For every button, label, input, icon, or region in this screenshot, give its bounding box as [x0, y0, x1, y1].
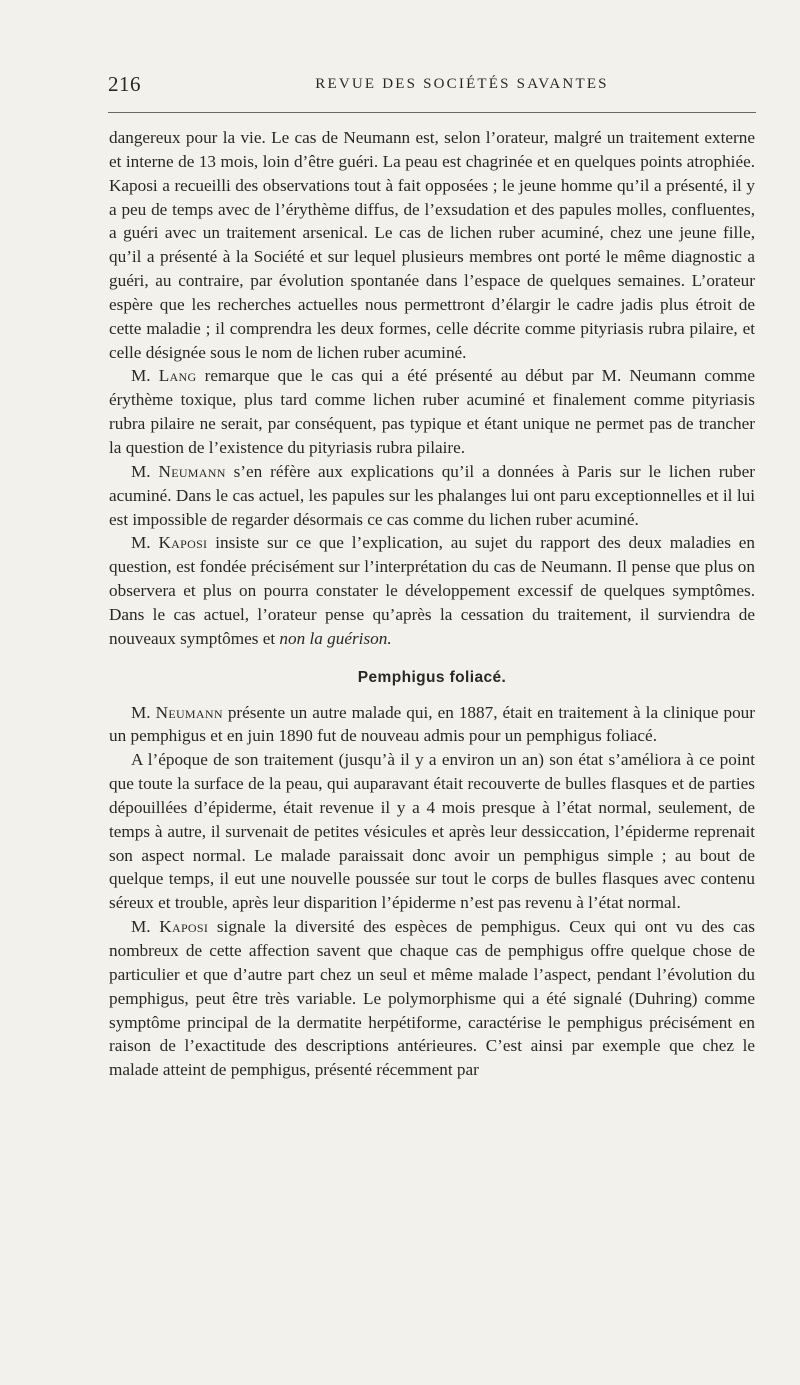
paragraph-1-text: dangereux pour la vie. Le cas de Neumann est, selon l’orateur, malgré un traitement externe et interne de 13 mois, loin d’être guéri. La peau est chagrinée et en quelques points atrophiée. Kaposi a recueilli des observations tout à fait opposées ; le jeune homme qu’il a présenté, il y a peu de temps avec de l’érythème diffus, de l’exsudation et des papules molles, confluentes, a guéri avec un traitement arsenical. Le cas de lichen ruber acuminé, chez une jeune fille, qu’il a présenté à la Société et sur lequel plusieurs membres ont porté le même diagnostic a guéri, au contraire, par évolution spontanée dans l’espace de quelques semaines. L’orateur espère que les recherches actuelles nous permettront d’élargir le cadre jadis plus étroit de cette maladie ; il comprendra les deux formes, celle décrite comme pityriasis rubra pilaire, et celle désignée sous le nom de lichen ruber acuminé.: [109, 128, 755, 362]
speaker-name-kaposi: Kaposi: [158, 533, 208, 553]
page-header: [108, 72, 756, 98]
paragraph-3-text: s’en réfère aux explications qu’il a données à Paris sur le lichen ruber acuminé. Dans le cas actuel, les papules sur les phalanges lui ont paru exceptionnelles et il lui est impossible de regarder désormais ce cas comme du lichen ruber acuminé.: [109, 461, 755, 529]
paragraph-4-text: insiste sur ce que l’explication, au sujet du rapport des deux maladies en question, est fondée précisément sur l’interprétation du cas de Neumann. Il pense que plus on observera et plus on pourra constater le développement excessif de quelques symptômes. Dans le cas actuel, l’orateur pense qu’après la cessation du traitement, il surviendra de nouveaux symptômes et: [109, 533, 755, 648]
paragraph-7: [109, 915, 755, 1082]
paragraph-3-prefix: M.: [131, 461, 159, 481]
section-heading: Pemphigus foliacé.: [357, 668, 507, 686]
paragraph-4-italic: non la guérison.: [279, 628, 392, 648]
paragraph-5: [109, 701, 755, 749]
header-rule: [108, 112, 756, 113]
speaker-name-kaposi-2: Kaposi: [159, 917, 209, 937]
paragraph-4-prefix: M.: [131, 533, 159, 553]
speaker-name-lang: Lang: [158, 366, 197, 386]
speaker-name-neumann: Neumann: [158, 461, 226, 481]
speaker-name-neumann-2: Neumann: [155, 702, 223, 722]
body-text: [109, 126, 755, 1082]
paragraph-4: [109, 531, 755, 650]
paragraph-1: [109, 126, 755, 364]
paragraph-2: [109, 364, 755, 459]
paragraph-5-prefix: M.: [131, 702, 156, 722]
paragraph-7-prefix: M.: [131, 917, 160, 937]
paragraph-6: [109, 748, 755, 915]
paragraph-3: [109, 460, 755, 532]
running-title: REVUE DES SOCIÉTÉS SAVANTES: [315, 76, 609, 92]
paragraph-2-text: remarque que le cas qui a été présenté au début par M. Neumann comme érythème toxique, plus tard comme lichen ruber acuminé et finalement comme pityriasis rubra pilaire ne serait, par conséquent, pas typique et étant unique ne permet pas de trancher la question de l’existence du pityriasis rubra pilaire.: [109, 366, 755, 457]
paragraph-5-text: présente un autre malade qui, en 1887, était en traitement à la clinique pour un pemphigus et en juin 1890 fut de nouveau admis pour un pemphigus foliacé.: [109, 702, 755, 746]
paragraph-6-text: A l’époque de son traitement (jusqu’à il y a environ un an) son état s’améliora à ce point que toute la surface de la peau, qui auparavant était recouverte de bulles flasques et de parties dépouillées d’épiderme, était revenue il y a 4 mois presque à l’état normal, seulement, de temps à autre, il survenait de petites vésicules et après leur dessiccation, l’épiderme reprenait son aspect normal. Le malade paraissait donc avoir un pemphigus simple ; au bout de quelque temps, il eut une nouvelle poussée sur tout le corps de bulles flasques avec contenu séreux et trouble, après leur disparition l’épiderme n’est pas revenu à l’état normal.: [109, 750, 755, 913]
paragraph-7-text: signale la diversité des espèces de pemphigus. Ceux qui ont vu des cas nombreux de cette affection savent que chaque cas de pemphigus offre quelque chose de particulier et que d’autre part chez un seul et même malade l’aspect, pendant l’évolution du pemphigus, peut être très variable. Le polymorphisme qui a été signalé (Duhring) comme symptôme principal de la dermatite herpétiforme, caractérise le pemphigus précisément en raison de l’exactitude des descriptions antérieures. C’est ainsi par exemple que chez le malade atteint de pemphigus, présenté récemment par: [109, 917, 755, 1080]
paragraph-2-prefix: M.: [131, 366, 159, 386]
page-number: 216: [108, 72, 141, 96]
